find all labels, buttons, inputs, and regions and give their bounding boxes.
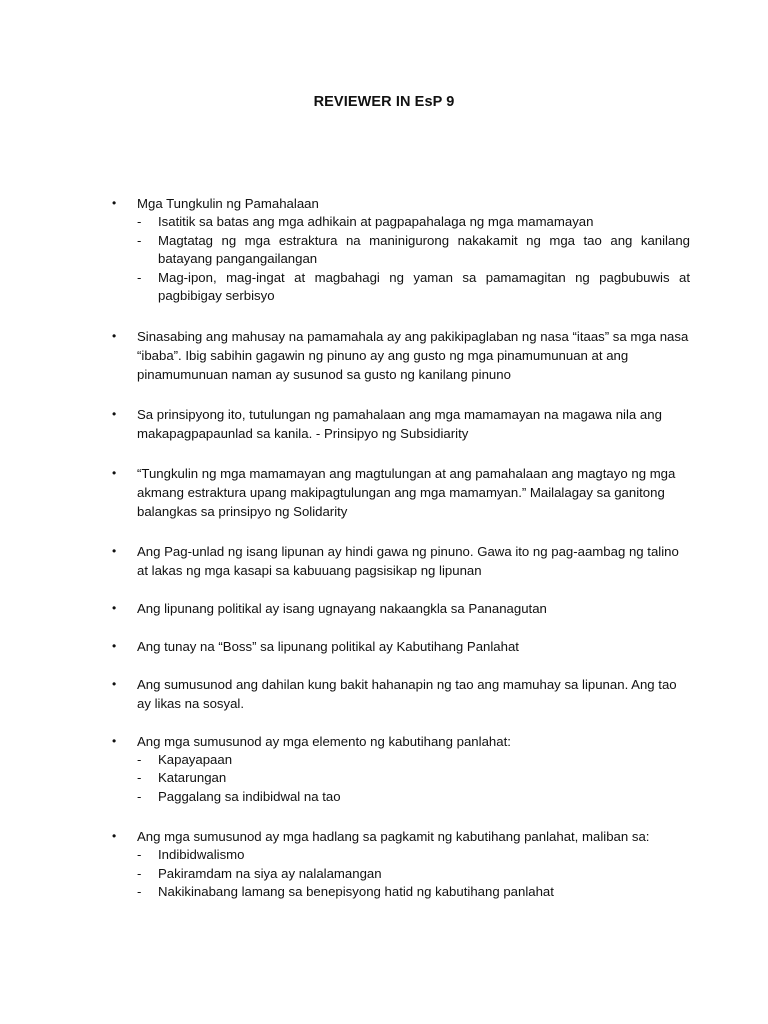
bullet-icon: • xyxy=(112,733,117,748)
list-item xyxy=(112,194,690,306)
list-item-text: Ang sumusunod ang dahilan kung bakit hahanapin ng tao ang mamuhay sa lipunan. Ang tao ay likas na sosyal. xyxy=(137,676,677,711)
list-item-text: Ang mga sumusunod ay mga elemento ng kabutihang panlahat: xyxy=(137,733,511,749)
sub-list-item-text: Kapayapaan xyxy=(158,751,233,767)
bullet-icon: • xyxy=(112,406,117,421)
dash-icon: - xyxy=(137,269,142,285)
list-item xyxy=(112,327,690,384)
list-item-text: “Tungkulin ng mga mamamayan ang magtulungan at ang pamahalaan ang magtayo ng mga akmang estraktura upang makipagtulungan ang mga mamamyan.” Mailalagay sa ganitong balangkas sa prinsipyo ng Solidarity xyxy=(137,465,676,519)
list-item-text: Ang lipunang politikal ay isang ugnayang nakaangkla sa Pananagutan xyxy=(137,600,547,616)
dash-icon: - xyxy=(137,847,142,862)
list-item xyxy=(112,637,690,656)
dash-icon: - xyxy=(137,232,142,248)
bullet-icon: • xyxy=(112,676,117,691)
dash-icon: - xyxy=(137,214,142,229)
list-item xyxy=(112,732,690,807)
list-item-text: Ang Pag-unlad ng isang lipunan ay hindi gawa ng pinuno. Gawa ito ng pag-aambag ng talino at lakas ng mga kasapi sa kabuuang pagsisikap ng lipunan xyxy=(137,543,679,578)
bullet-icon: • xyxy=(112,328,117,343)
list-item-text: Sinasabing ang mahusay na pamamahala ay ang pakikipaglaban ng nasa “itaas” sa mga nasa “ibaba”. Ibig sabihin gagawin ng pinuno ay ang gusto ng mga pinamumunuan at ang pinamumunuan naman ay susunod sa gusto ng kanilang pinuno xyxy=(137,328,689,382)
bullet-icon: • xyxy=(112,638,117,653)
document-title: REVIEWER IN EsP 9 xyxy=(313,94,455,110)
list-item xyxy=(112,542,690,580)
dash-icon: - xyxy=(137,865,142,881)
sub-list xyxy=(137,213,690,306)
list-item xyxy=(112,464,690,521)
sub-list-item xyxy=(137,788,690,807)
list-item xyxy=(112,675,690,713)
bullet-icon: • xyxy=(112,543,117,558)
bullet-list xyxy=(112,194,690,902)
sub-list-item xyxy=(137,269,690,306)
bullet-icon: • xyxy=(112,829,117,843)
dash-icon: - xyxy=(137,884,142,899)
dash-icon: - xyxy=(137,770,142,785)
list-item-text: Ang mga sumusunod ay mga hadlang sa pagkamit ng kabutihang panlahat, maliban sa: xyxy=(137,829,650,844)
sub-list-item xyxy=(137,769,690,788)
sub-list-item-text: Isatitik sa batas ang mga adhikain at pagpapahalaga ng mga mamamayan xyxy=(158,214,594,229)
sub-list-item-text: Indibidwalismo xyxy=(158,847,245,862)
dash-icon: - xyxy=(137,751,142,767)
sub-list-item-text: Pakiramdam na siya ay nalalamangan xyxy=(158,865,382,881)
sub-list xyxy=(137,846,690,902)
bullet-icon: • xyxy=(112,196,117,210)
sub-list-item xyxy=(137,846,690,865)
list-item-text: Ang tunay na “Boss” sa lipunang politikal ay Kabutihang Panlahat xyxy=(137,638,519,654)
sub-list-item-text: Mag-ipon, mag-ingat at magbahagi ng yaman sa pamamagitan ng pagbubuwis at pagbibigay serbisyo xyxy=(158,269,690,303)
sub-list-item xyxy=(137,883,690,902)
list-item xyxy=(112,405,690,443)
sub-list-item xyxy=(137,865,690,884)
sub-list-item-text: Katarungan xyxy=(158,770,227,785)
list-item xyxy=(112,599,690,618)
list-item xyxy=(112,827,690,902)
sub-list-item xyxy=(137,232,690,269)
bullet-icon: • xyxy=(112,600,117,615)
sub-list xyxy=(137,751,690,807)
sub-list-item-text: Paggalang sa indibidwal na tao xyxy=(158,788,341,804)
list-item-text: Mga Tungkulin ng Pamahalaan xyxy=(137,196,319,211)
sub-list-item-text: Nakikinabang lamang sa benepisyong hatid ng kabutihang panlahat xyxy=(158,884,554,899)
sub-list-item xyxy=(137,213,690,232)
sub-list-item-text: Magtatag ng mga estraktura na maninigurong nakakamit ng mga tao ang kanilang batayang pangangailangan xyxy=(158,232,690,266)
sub-list-item xyxy=(137,751,690,770)
list-item-text: Sa prinsipyong ito, tutulungan ng pamahalaan ang mga mamamayan na magawa nila ang makapagpapaunlad sa kanila. - Prinsipyo ng Subsidiarity xyxy=(137,406,662,441)
dash-icon: - xyxy=(137,788,142,804)
bullet-icon: • xyxy=(112,465,117,480)
